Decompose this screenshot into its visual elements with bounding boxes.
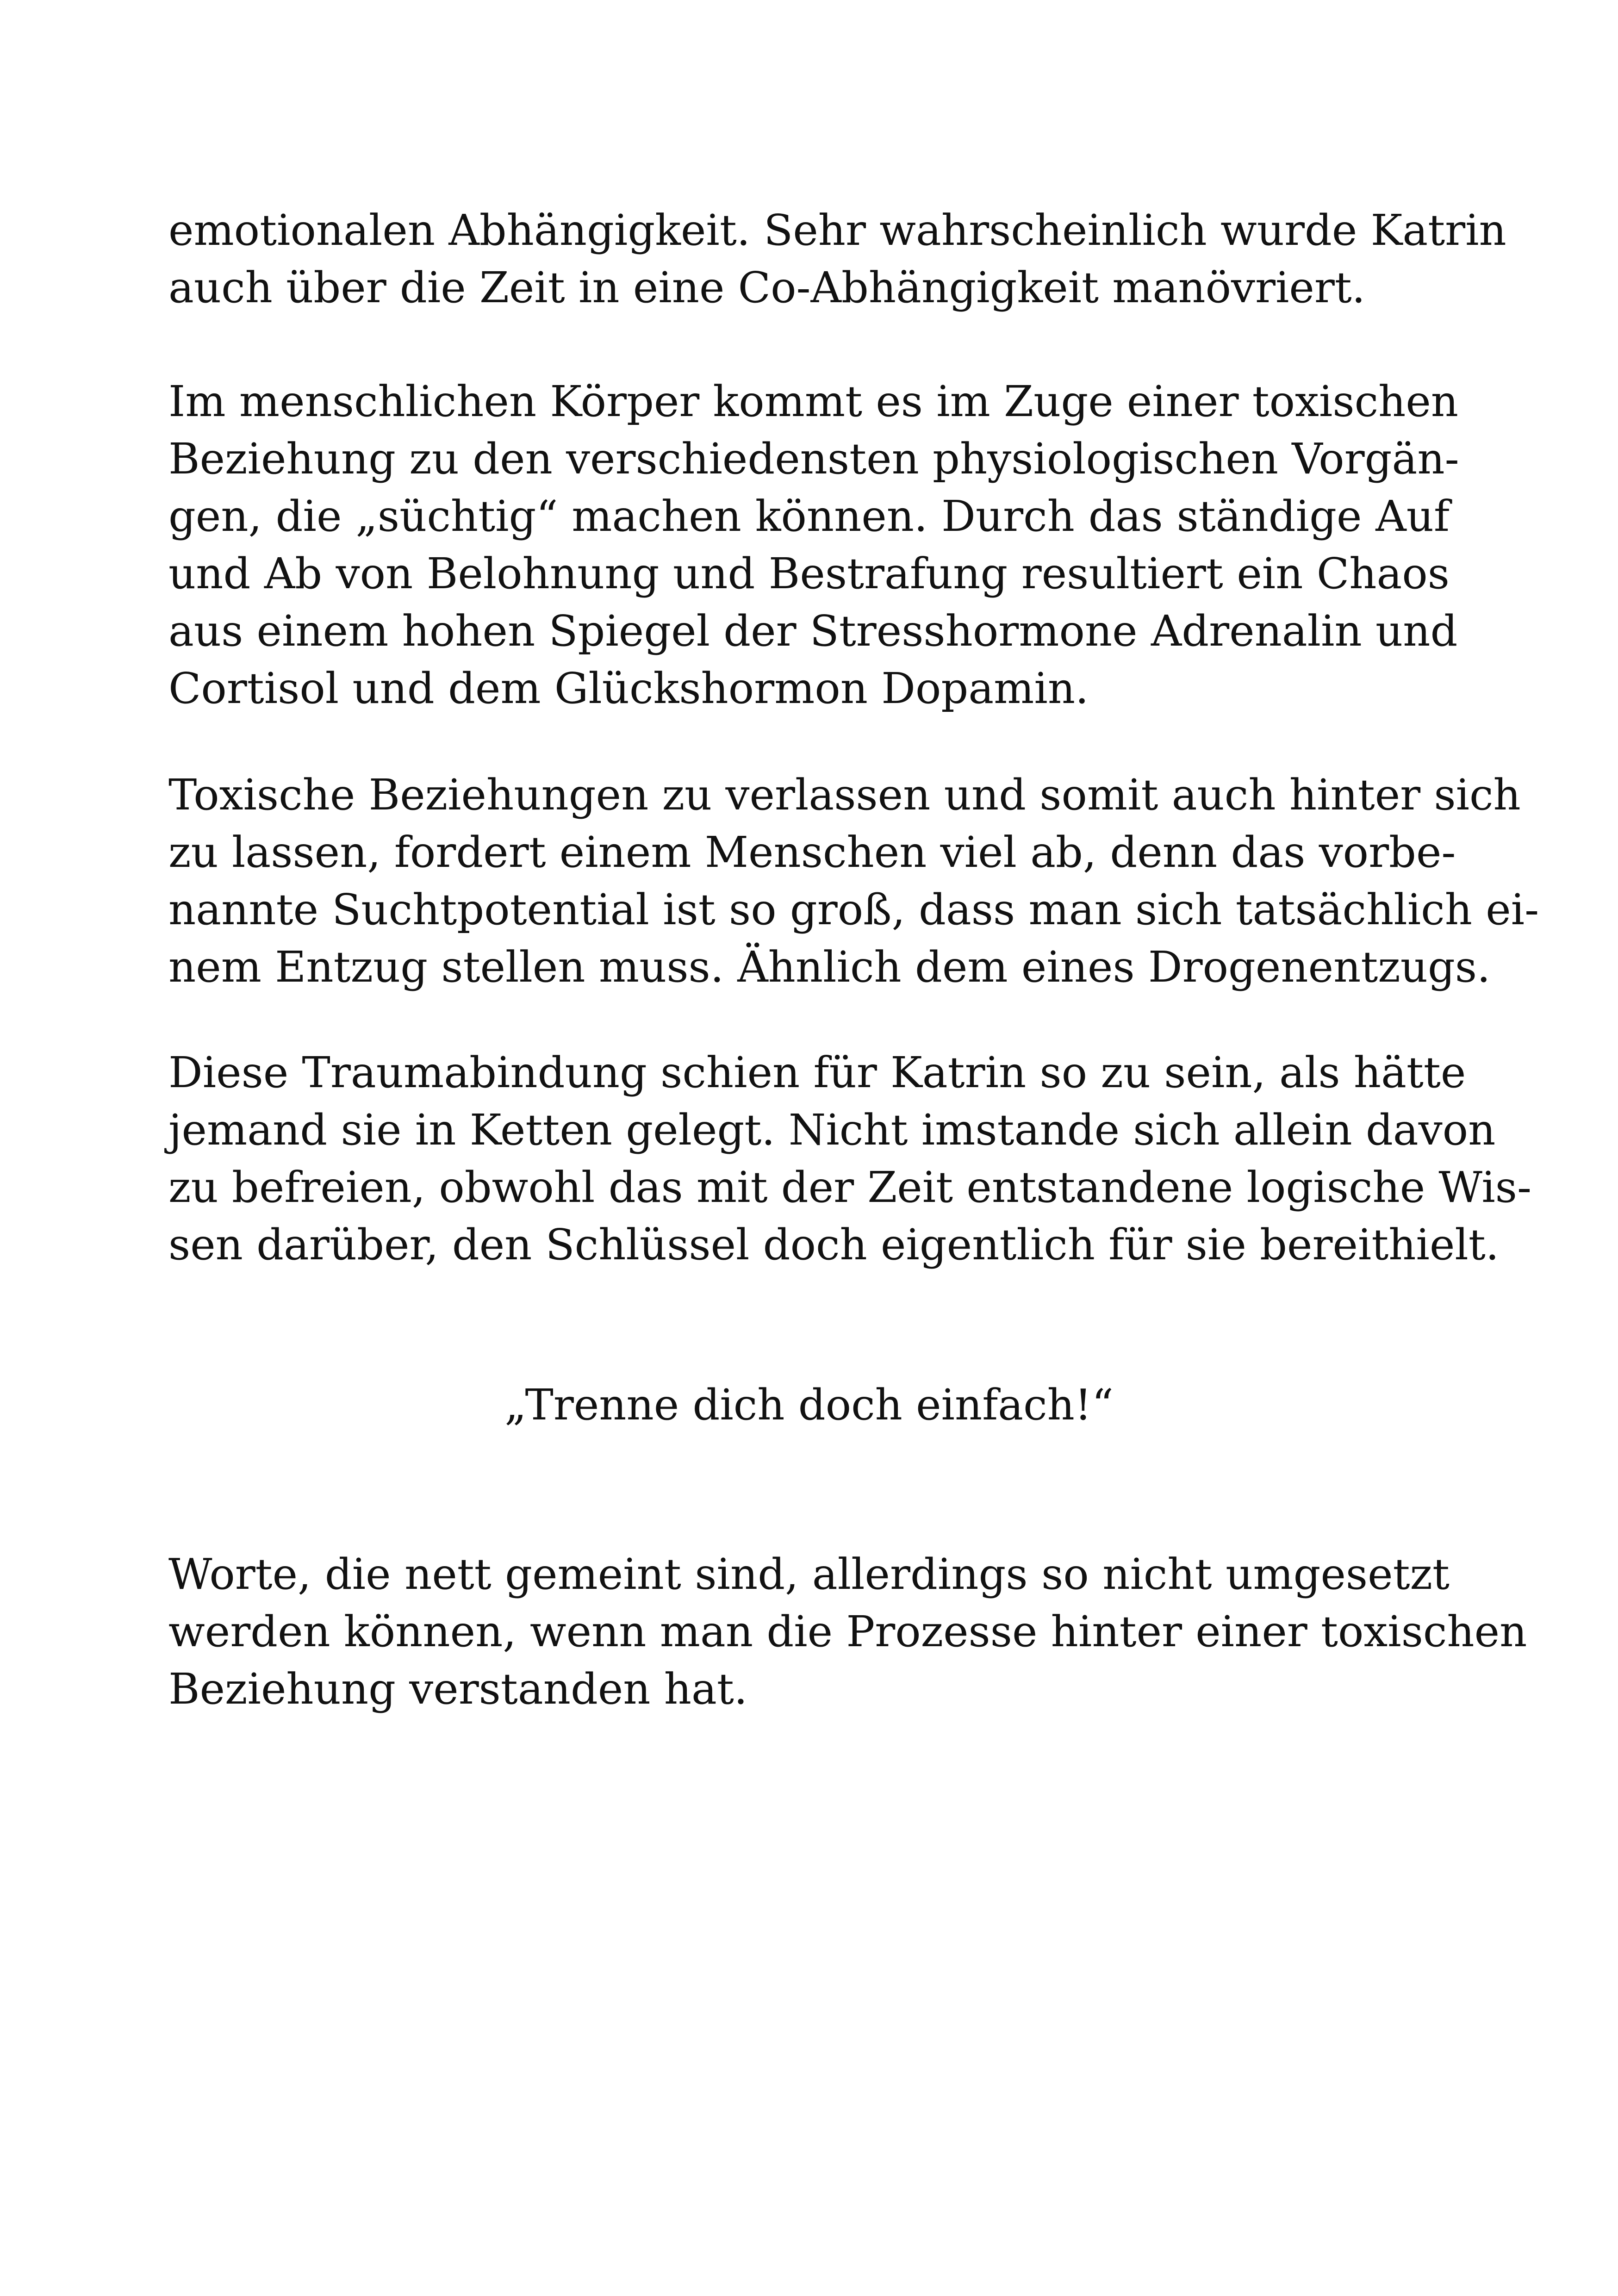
paragraph-5: [168, 1546, 1527, 1718]
paragraph-1: [168, 202, 1506, 317]
paragraph-line: Toxische Beziehungen zu verlassen und somit auch hinter sich: [168, 770, 1521, 820]
paragraph-line: Worte, die nett gemeint sind, allerdings so nicht umgesetzt: [168, 1549, 1450, 1599]
paragraph-line: emotionalen Abhängigkeit. Sehr wahrscheinlich wurde Katrin: [168, 205, 1506, 255]
paragraph-line: sen darüber, den Schlüssel doch eigentlich für sie bereithielt.: [168, 1220, 1500, 1269]
paragraph-line: zu befreien, obwohl das mit der Zeit entstandene logische Wis-: [168, 1163, 1532, 1212]
paragraph-line: werden können, wenn man die Prozesse hinter einer toxischen: [168, 1607, 1527, 1656]
paragraph-4: [168, 1044, 1532, 1274]
paragraph-line: Im menschlichen Körper kommt es im Zuge einer toxischen: [168, 377, 1459, 426]
centered-quote: „Trenne dich doch einfach!“: [504, 1380, 1114, 1430]
paragraph-line: und Ab von Belohnung und Bestrafung resultiert ein Chaos: [168, 549, 1450, 598]
paragraph-3: [168, 766, 1539, 996]
paragraph-2: [168, 373, 1459, 717]
paragraph-line: zu lassen, fordert einem Menschen viel ab, denn das vorbe-: [168, 828, 1456, 877]
paragraph-line: auch über die Zeit in eine Co-Abhängigkeit manövriert.: [168, 263, 1366, 312]
paragraph-line: aus einem hohen Spiegel der Stresshormone Adrenalin und: [168, 606, 1458, 656]
paragraph-line: nem Entzug stellen muss. Ähnlich dem eines Drogenentzugs.: [168, 942, 1491, 992]
paragraph-line: Cortisol und dem Glückshormon Dopamin.: [168, 664, 1089, 713]
paragraph-line: Beziehung zu den verschiedensten physiologischen Vorgän-: [168, 434, 1459, 484]
paragraph-line: gen, die „süchtig“ machen können. Durch das ständige Auf: [168, 492, 1450, 541]
paragraph-line: Beziehung verstanden hat.: [168, 1664, 748, 1714]
paragraph-line: jemand sie in Ketten gelegt. Nicht imstande sich allein davon: [168, 1105, 1496, 1155]
paragraph-line: Diese Traumabindung schien für Katrin so zu sein, als hätte: [168, 1048, 1466, 1097]
paragraph-line: nannte Suchtpotential ist so groß, dass man sich tatsächlich ei-: [168, 885, 1539, 934]
